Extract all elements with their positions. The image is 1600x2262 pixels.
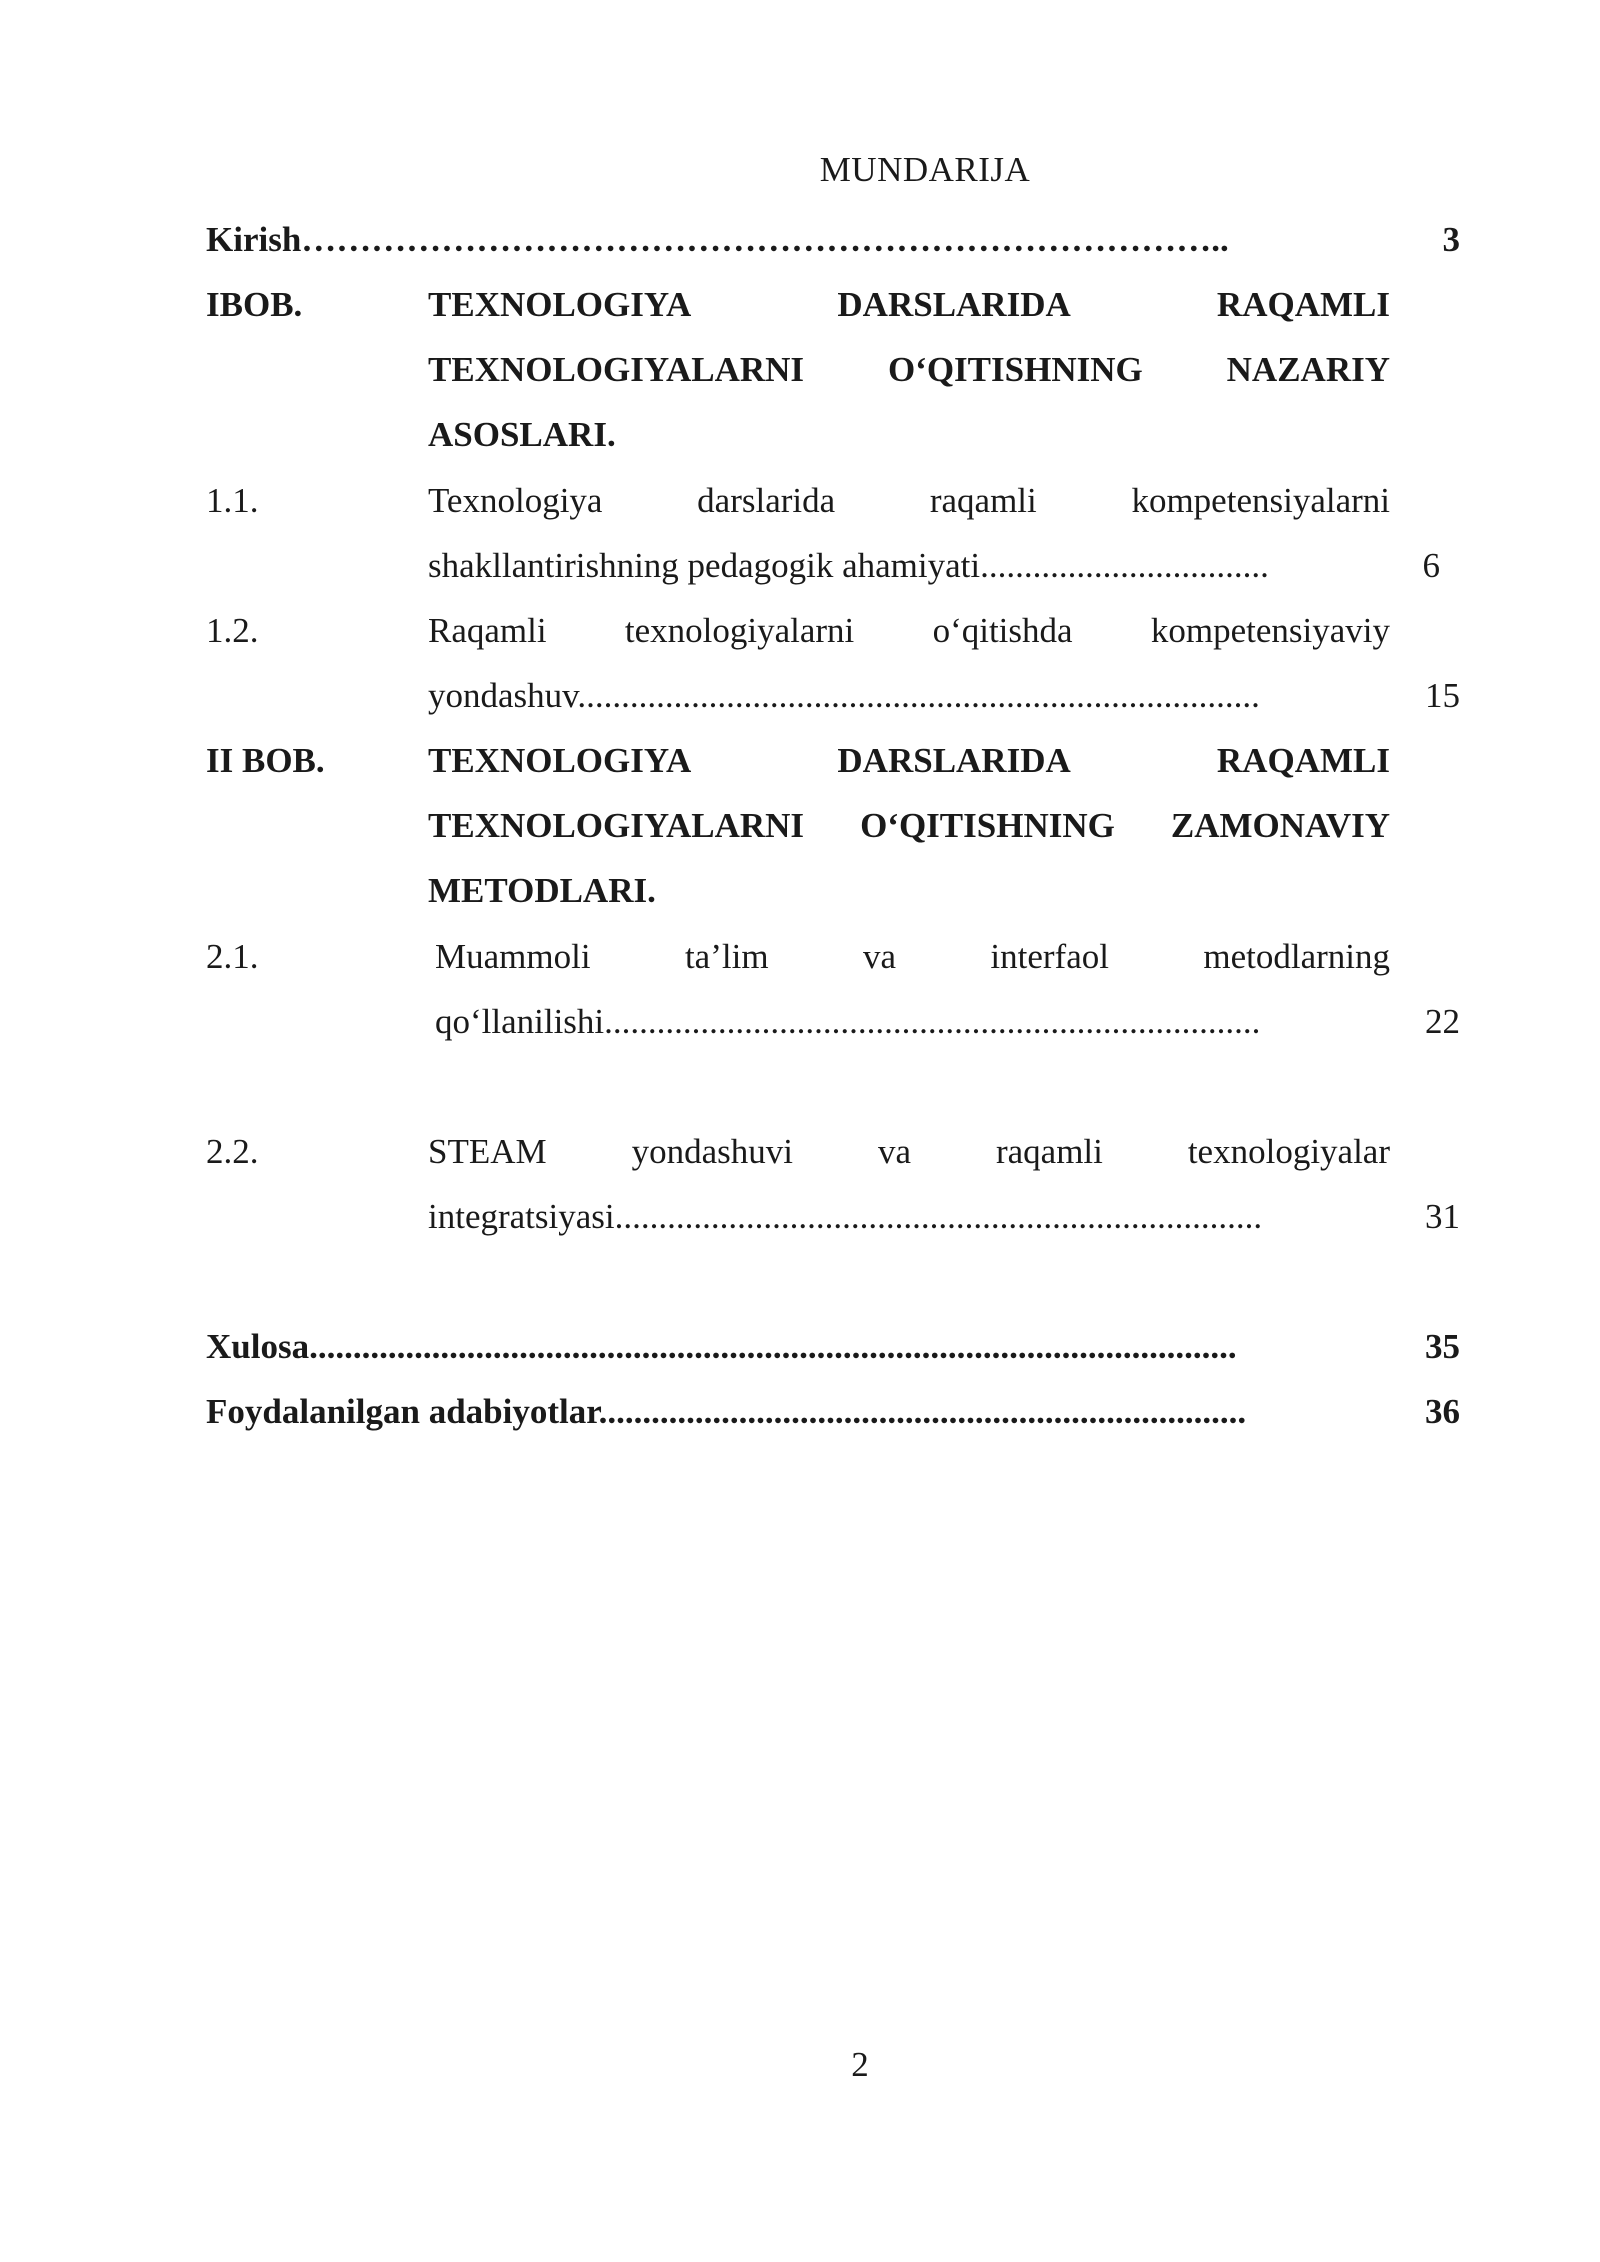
toc-page-number: 22 — [1425, 1002, 1460, 1041]
chapter-title-text: TEXNOLOGIYA DARSLARIDA RAQAMLI TEXNOLOGIYALARNI O‘QITISHNING NAZARIY ASOSLARI. — [428, 285, 1390, 454]
section-number: 1.2. — [206, 611, 259, 650]
section-number: 1.1. — [206, 481, 259, 520]
toc-leader-dots: .......................................................................... — [598, 1392, 1247, 1431]
page-title: MUNDARIJA — [819, 150, 1031, 189]
toc-page-number: 35 — [1425, 1327, 1460, 1366]
section-title-line2: integratsiyasi.......................................................................... — [428, 1197, 1263, 1236]
chapter-number: IBOB. — [206, 285, 303, 324]
toc-page-number: 3 — [1442, 220, 1460, 259]
section-title-line1: STEAM yondashuvi va raqamli texnologiyalar — [428, 1132, 1390, 1171]
toc-leader-dots: .......................................................................................................... — [309, 1327, 1237, 1366]
chapter-title — [428, 272, 1390, 467]
section-title-line2: qo‘llanilishi........................................................................... — [435, 1002, 1261, 1041]
chapter-number: II BOB. — [206, 741, 325, 780]
section-title-line1: Muammoli ta’lim va interfaol metodlarning — [435, 937, 1390, 976]
section-title-line2: shakllantirishning pedagogik ahamiyati................................. — [428, 546, 1269, 585]
section-title-line1: Texnologiya darslarida raqamli kompetensiyalarni — [428, 481, 1390, 520]
toc-page-number: 15 — [1425, 676, 1460, 715]
toc-entry-adabiyotlar — [206, 1388, 1246, 1436]
toc-label: Foydalanilgan adabiyotlar — [206, 1392, 599, 1431]
toc-entry-xulosa — [206, 1323, 1237, 1371]
section-title-line2: yondashuv.............................................................................. — [428, 676, 1260, 715]
chapter-title-text: TEXNOLOGIYA DARSLARIDA RAQAMLI TEXNOLOGIYALARNI O‘QITISHNING ZAMONAVIY METODLARI. — [428, 741, 1390, 910]
section-number: 2.1. — [206, 937, 259, 976]
toc-label: Xulosa — [206, 1327, 310, 1366]
toc-leader-dots: …………………………………………………………………….. — [301, 220, 1229, 259]
toc-page-number: 36 — [1425, 1392, 1460, 1431]
chapter-title — [428, 728, 1390, 923]
section-number: 2.2. — [206, 1132, 259, 1171]
toc-label: Kirish — [206, 220, 302, 259]
toc-entry-kirish — [206, 216, 1229, 264]
section-title-line1: Raqamli texnologiyalarni o‘qitishda kompetensiyaviy — [428, 611, 1390, 650]
page-number: 2 — [851, 2045, 869, 2084]
toc-page-number: 6 — [1422, 546, 1440, 585]
toc-page-number: 31 — [1425, 1197, 1460, 1236]
